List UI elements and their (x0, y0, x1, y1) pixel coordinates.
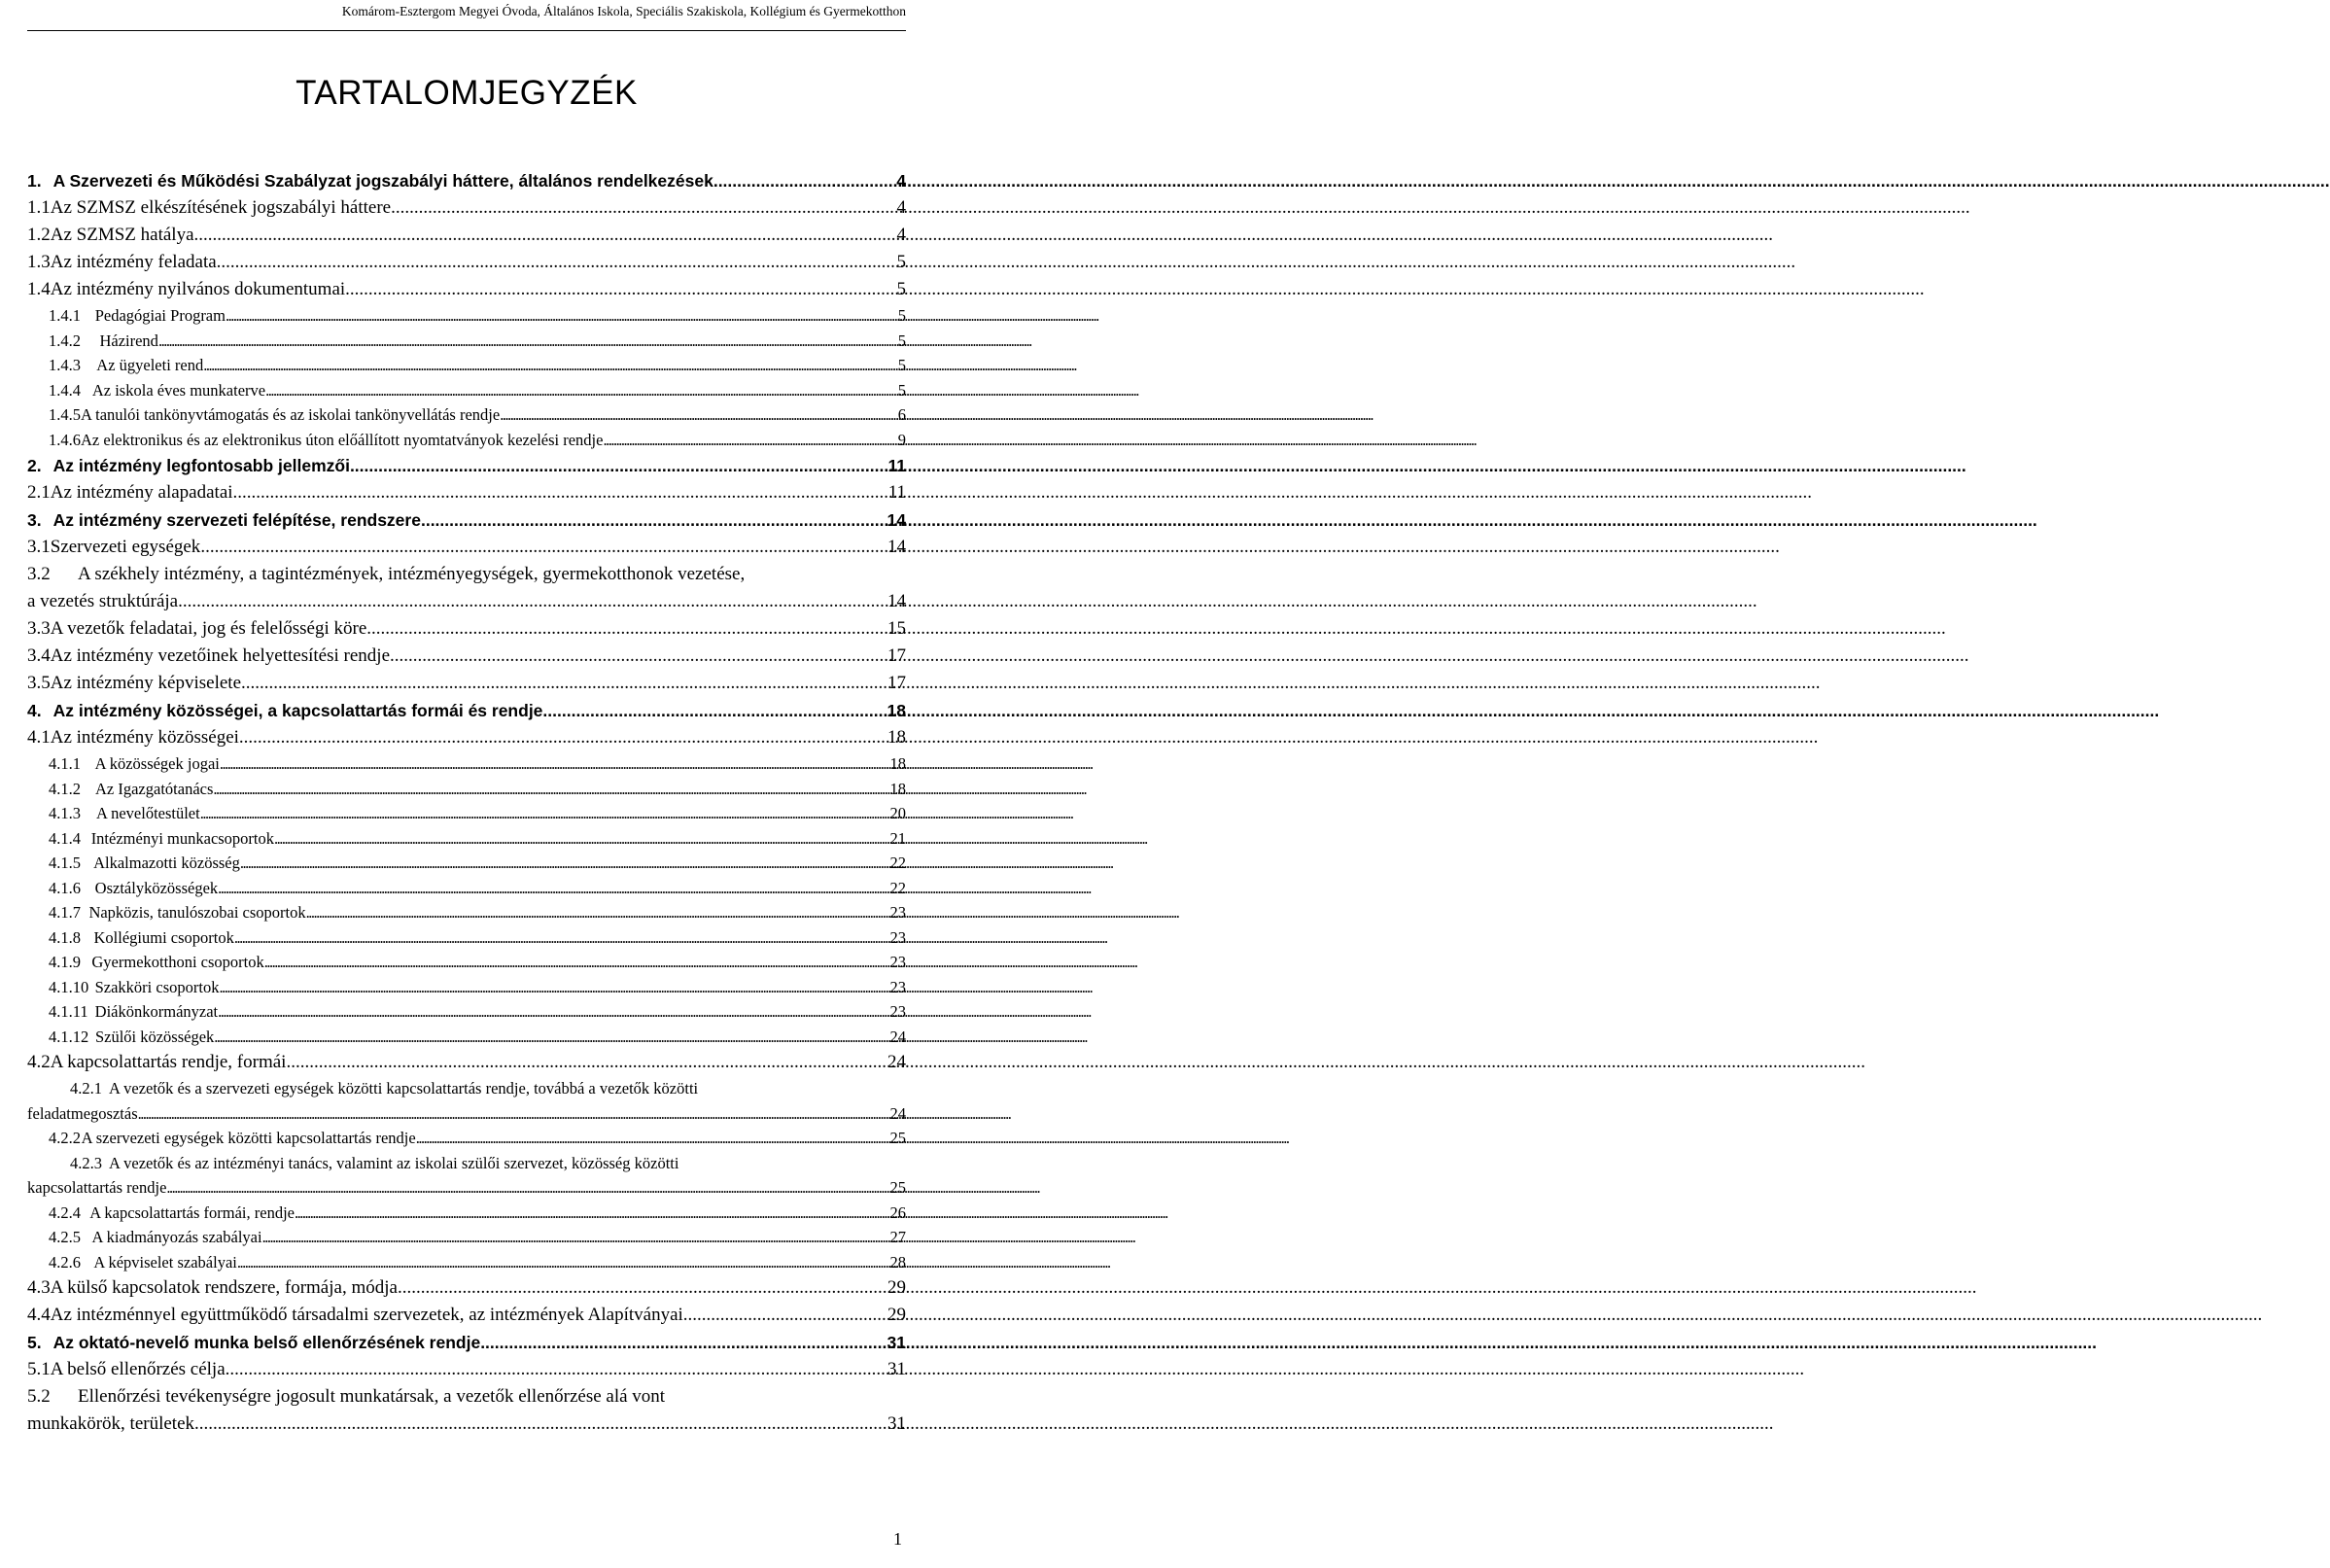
toc-number: 3.3 (27, 618, 51, 639)
toc-number: 4.1.2 (49, 779, 81, 798)
toc-page: 29 (887, 1305, 906, 1325)
toc-title: A szervezeti egységek közötti kapcsolattartás rendje (81, 1129, 416, 1147)
toc-entry[interactable] (27, 851, 906, 876)
toc-page: 24 (889, 1103, 906, 1123)
toc-number: 1.4 (27, 279, 51, 299)
toc-leader (237, 1250, 889, 1275)
toc-number: 4.1.8 (49, 927, 81, 947)
toc-entry[interactable] (27, 378, 906, 403)
toc-title: Az intézmény vezetőinek helyettesítési rendje (50, 645, 390, 666)
toc-title: Az iskola éves munkaterve (91, 380, 266, 400)
toc-number: 4.1.5 (49, 854, 81, 872)
toc-page: 26 (889, 1202, 906, 1222)
toc-entry[interactable] (27, 751, 906, 777)
toc-page: 15 (887, 618, 906, 639)
toc-title: A vezetők és az intézményi tanács, valamint az iskolai szülői szervezet, közösség közötti (109, 1153, 679, 1172)
table-of-contents (27, 167, 906, 1438)
toc-entry[interactable] (27, 950, 906, 975)
toc-leader (286, 1049, 886, 1076)
toc-page: 5 (897, 380, 906, 400)
toc-title: Az intézmény közösségei, a kapcsolattartás formái és rendje (52, 701, 543, 720)
toc-page: 14 (887, 537, 906, 557)
toc-page: 5 (897, 356, 906, 374)
toc-page: 18 (889, 754, 906, 773)
toc-title: A belső ellenőrzés célja (50, 1359, 226, 1379)
toc-leader (480, 1329, 887, 1356)
toc-entry[interactable] (27, 1356, 906, 1383)
toc-page: 24 (887, 1052, 906, 1072)
toc-leader (218, 876, 888, 901)
toc-page: 20 (889, 804, 906, 822)
toc-title: Az intézmény legfontosabb jellemzői (52, 456, 350, 475)
toc-leader (265, 378, 897, 403)
toc-leader (366, 615, 886, 643)
toc-title: Az intézmény feladata (50, 252, 217, 272)
toc-number: 4.1.7 (49, 903, 81, 922)
toc-leader (178, 588, 886, 615)
toc-title: Az oktató-nevelő munka belső ellenőrzésének rendje (52, 1333, 481, 1352)
toc-entry[interactable] (27, 1274, 906, 1302)
toc-number: 5. (27, 1333, 42, 1352)
toc-entry[interactable] (27, 1076, 906, 1126)
toc-title: Az intézmény képviselete (50, 673, 242, 693)
toc-title-continuation: munkakörök, területek (27, 1413, 195, 1434)
toc-leader (226, 303, 897, 329)
toc-page: 17 (887, 645, 906, 666)
toc-title: Alkalmazotti közösség (93, 854, 240, 872)
toc-leader (542, 697, 887, 724)
toc-page: 14 (887, 591, 906, 611)
toc-title: Az elektronikus és az elektronikus úton előállított nyomtatványok kezelési rendje (81, 430, 604, 449)
toc-title: Az intézmény szervezeti felépítése, rendszere (52, 510, 421, 530)
toc-page: 11 (887, 482, 906, 503)
toc-entry[interactable] (27, 303, 906, 329)
toc-entry[interactable] (27, 975, 906, 1000)
toc-page: 29 (887, 1277, 906, 1298)
toc-title-continuation: kapcsolattartás rendje (27, 1178, 167, 1197)
toc-leader (345, 276, 894, 303)
toc-title: Pedagógiai Program (94, 306, 226, 325)
toc-entry[interactable] (27, 777, 906, 802)
toc-leader (194, 1411, 886, 1438)
toc-title: A tanulói tankönyvtámogatás és az iskolai tankönyvellátás rendje (81, 405, 501, 424)
page-number: 1 (893, 1529, 902, 1549)
toc-number: 1.1 (27, 197, 51, 218)
toc-leader (416, 1126, 889, 1151)
toc-entry[interactable] (27, 697, 906, 724)
toc-entry[interactable] (27, 353, 906, 378)
toc-page: 23 (889, 977, 906, 996)
toc-page: 5 (896, 279, 906, 299)
toc-page: 14 (887, 510, 906, 530)
toc-title: A székhely intézmény, a tagintézmények, intézményegységek, gyermekotthonok vezetése, (78, 564, 746, 584)
toc-page: 21 (889, 828, 906, 848)
toc-title: Szakköri csoportok (94, 977, 220, 996)
toc-leader (220, 751, 889, 777)
toc-page: 18 (887, 701, 906, 720)
toc-page: 5 (897, 331, 906, 350)
toc-leader (240, 851, 889, 876)
toc-title: Az intézménnyel együttműködő társadalmi szervezetek, az intézmények Alapítványai (50, 1305, 683, 1325)
toc-title: A kapcsolattartás formái, rendje (89, 1202, 295, 1222)
toc-number: 4.1.6 (49, 878, 81, 897)
toc-entry[interactable] (27, 615, 906, 643)
toc-number: 4.1.9 (49, 953, 81, 971)
toc-number: 4.2.1 (70, 1079, 102, 1098)
toc-page: 4 (896, 225, 906, 245)
toc-number: 1.2 (27, 225, 51, 245)
toc-entry[interactable] (27, 329, 906, 354)
toc-title: Az intézmény nyilvános dokumentumai (50, 279, 346, 299)
toc-number: 1.4.2 (49, 331, 81, 350)
toc-number: 4.2 (27, 1052, 51, 1072)
toc-number: 4.1 (27, 727, 51, 748)
toc-page: 24 (889, 1027, 906, 1046)
toc-leader (166, 1175, 888, 1201)
toc-entry[interactable] (27, 534, 906, 561)
toc-entry[interactable] (27, 249, 906, 276)
toc-page: 9 (897, 430, 906, 449)
toc-leader (264, 950, 889, 975)
toc-number: 4.1.1 (49, 754, 81, 773)
toc-entry[interactable] (27, 1025, 906, 1050)
toc-page: 5 (897, 306, 906, 325)
toc-page: 31 (887, 1359, 906, 1379)
toc-number: 3. (27, 510, 42, 530)
toc-leader (226, 1356, 886, 1383)
toc-title-continuation: a vezetés struktúrája (27, 591, 179, 611)
toc-title: Ellenőrzési tevékenységre jogosult munkatársak, a vezetők ellenőrzése alá vont (78, 1386, 666, 1407)
toc-page: 23 (889, 1002, 906, 1021)
toc-entry[interactable] (27, 1383, 906, 1438)
toc-leader (213, 777, 888, 802)
toc-leader (219, 975, 888, 1000)
toc-entry[interactable] (27, 1201, 906, 1226)
toc-entry[interactable] (27, 1302, 906, 1329)
toc-title: A Szervezeti és Működési Szabályzat jogszabályi háttere, általános rendelkezések (52, 171, 713, 191)
toc-number: 1.4.4 (49, 380, 81, 400)
toc-entry[interactable] (27, 1225, 906, 1250)
toc-page: 31 (887, 1413, 906, 1434)
toc-number: 4.2.3 (70, 1153, 102, 1172)
toc-number: 5.1 (27, 1359, 51, 1379)
toc-leader (158, 329, 897, 354)
toc-number: 4.1.4 (49, 828, 81, 848)
toc-leader (218, 999, 888, 1025)
toc-title: Az intézmény alapadatai (50, 482, 233, 503)
toc-leader (274, 826, 888, 852)
toc-leader (350, 452, 888, 479)
toc-title: Házirend (99, 331, 158, 350)
toc-entry[interactable] (27, 801, 906, 826)
toc-leader (262, 1225, 889, 1250)
toc-number: 4.2.2 (49, 1129, 81, 1147)
toc-title: Kollégiumi csoportok (93, 927, 234, 947)
toc-leader (214, 1025, 888, 1050)
toc-entry[interactable] (27, 999, 906, 1025)
toc-leader (713, 167, 896, 194)
toc-number: 4.1.12 (49, 1027, 89, 1046)
toc-number: 1. (27, 171, 42, 191)
toc-number: 4.2.6 (49, 1252, 81, 1272)
toc-title: Szervezeti egységek (50, 537, 201, 557)
toc-number: 4.4 (27, 1305, 51, 1325)
toc-entry[interactable] (27, 222, 906, 249)
toc-title-continuation: feladatmegosztás (27, 1103, 138, 1123)
toc-title: A kiadmányozás szabályai (91, 1228, 262, 1246)
toc-leader (200, 801, 889, 826)
toc-page: 28 (889, 1252, 906, 1272)
toc-number: 1.4.5 (49, 405, 81, 424)
toc-title: A vezetők és a szervezeti egységek közötti kapcsolattartás rendje, továbbá a vezetők közötti (109, 1079, 699, 1098)
toc-page: 18 (889, 779, 906, 798)
toc-entry[interactable] (27, 276, 906, 303)
toc-page: 23 (889, 903, 906, 922)
toc-title: Diákönkormányzat (94, 1002, 219, 1021)
toc-entry[interactable] (27, 1151, 906, 1201)
toc-leader (295, 1201, 889, 1226)
toc-title: Szülői közösségek (94, 1027, 215, 1046)
toc-page: 23 (889, 953, 906, 971)
toc-entry[interactable] (27, 670, 906, 697)
toc-entry[interactable] (27, 428, 906, 453)
toc-title: Az ügyeleti rend (96, 356, 204, 374)
toc-entry[interactable] (27, 1329, 906, 1356)
toc-title: Az Igazgatótanács (95, 779, 214, 798)
toc-number: 4.2.4 (49, 1202, 81, 1222)
toc-number: 4.2.5 (49, 1228, 81, 1246)
toc-page: 17 (887, 673, 906, 693)
toc-leader (234, 925, 889, 951)
toc-leader (500, 402, 897, 428)
toc-title: A vezetők feladatai, jog és felelősségi köre (50, 618, 367, 639)
toc-leader (391, 194, 894, 222)
toc-entry[interactable] (27, 876, 906, 901)
toc-title: Az SZMSZ hatálya (50, 225, 194, 245)
toc-entry[interactable] (27, 1126, 906, 1151)
toc-title: A nevelőtestület (95, 804, 200, 822)
toc-page: 5 (896, 252, 906, 272)
toc-title: Az SZMSZ elkészítésének jogszabályi háttere (50, 197, 392, 218)
toc-number: 4.3 (27, 1277, 51, 1298)
toc-entry[interactable] (27, 826, 906, 852)
toc-title: Napközis, tanulószobai csoportok (88, 903, 306, 922)
toc-number: 3.1 (27, 537, 51, 557)
toc-number: 2. (27, 456, 42, 475)
running-header: Komárom-Esztergom Megyei Óvoda, Általános Iskola, Speciális Szakiskola, Kollégium és Gyermekotthon (341, 4, 906, 18)
toc-leader (421, 506, 887, 534)
toc-entry[interactable] (27, 402, 906, 428)
toc-entry[interactable] (27, 925, 906, 951)
toc-title: A képviselet szabályai (93, 1252, 237, 1272)
toc-entry[interactable] (27, 900, 906, 925)
toc-title: Gyermekotthoni csoportok (91, 953, 264, 971)
toc-title: Osztályközösségek (94, 878, 219, 897)
toc-page: 6 (897, 405, 906, 424)
toc-entry[interactable] (27, 479, 906, 506)
toc-page: 25 (889, 1129, 906, 1147)
toc-page: 11 (887, 456, 906, 475)
toc-entry[interactable] (27, 1049, 906, 1076)
toc-entry[interactable] (27, 167, 906, 194)
toc-page: 31 (887, 1333, 906, 1352)
toc-page: 18 (887, 727, 906, 748)
toc-title: Intézményi munkacsoportok (90, 828, 275, 848)
toc-leader (217, 249, 895, 276)
toc-title: A kapcsolattartás rendje, formái (50, 1052, 287, 1072)
toc-entry[interactable] (27, 724, 906, 751)
toc-leader (239, 724, 886, 751)
toc-page: 4 (896, 197, 906, 218)
toc-leader (683, 1302, 886, 1329)
toc-number: 5.2 (27, 1386, 51, 1407)
toc-number: 4.1.3 (49, 804, 81, 822)
toc-number: 3.5 (27, 673, 51, 693)
toc-number: 4. (27, 701, 42, 720)
toc-number: 4.1.10 (49, 977, 89, 996)
toc-leader (194, 222, 895, 249)
toc-number: 3.4 (27, 645, 51, 666)
toc-title: A külső kapcsolatok rendszere, formája, módja (50, 1277, 398, 1298)
toc-page: 22 (889, 854, 906, 872)
toc-page: 4 (896, 171, 906, 191)
toc-number: 4.1.11 (49, 1002, 88, 1021)
toc-entry[interactable] (27, 452, 906, 479)
toc-page: 27 (889, 1228, 906, 1246)
toc-title: Az intézmény közösségei (50, 727, 239, 748)
toc-number: 2.1 (27, 482, 51, 503)
toc-number: 1.4.6 (49, 430, 81, 449)
toc-leader (241, 670, 886, 697)
toc-page: 25 (889, 1178, 906, 1197)
toc-leader (398, 1274, 886, 1302)
toc-leader (138, 1101, 889, 1127)
page-title: TARTALOMJEGYZÉK (296, 74, 638, 112)
toc-page: 23 (889, 927, 906, 947)
toc-leader (203, 353, 897, 378)
toc-entry[interactable] (27, 643, 906, 670)
toc-entry[interactable] (27, 1250, 906, 1275)
toc-leader (200, 534, 886, 561)
header-rule (27, 30, 906, 31)
toc-number: 1.4.3 (49, 356, 81, 374)
toc-leader (233, 479, 887, 506)
toc-number: 3.2 (27, 564, 51, 584)
toc-leader (306, 900, 889, 925)
toc-leader (603, 428, 896, 453)
toc-entry[interactable] (27, 506, 906, 534)
toc-leader (390, 643, 886, 670)
toc-number: 1.4.1 (49, 306, 81, 325)
toc-page: 22 (889, 878, 906, 897)
toc-entry[interactable] (27, 561, 906, 615)
toc-entry[interactable] (27, 194, 906, 222)
toc-number: 1.3 (27, 252, 51, 272)
toc-title: A közösségek jogai (94, 754, 220, 773)
